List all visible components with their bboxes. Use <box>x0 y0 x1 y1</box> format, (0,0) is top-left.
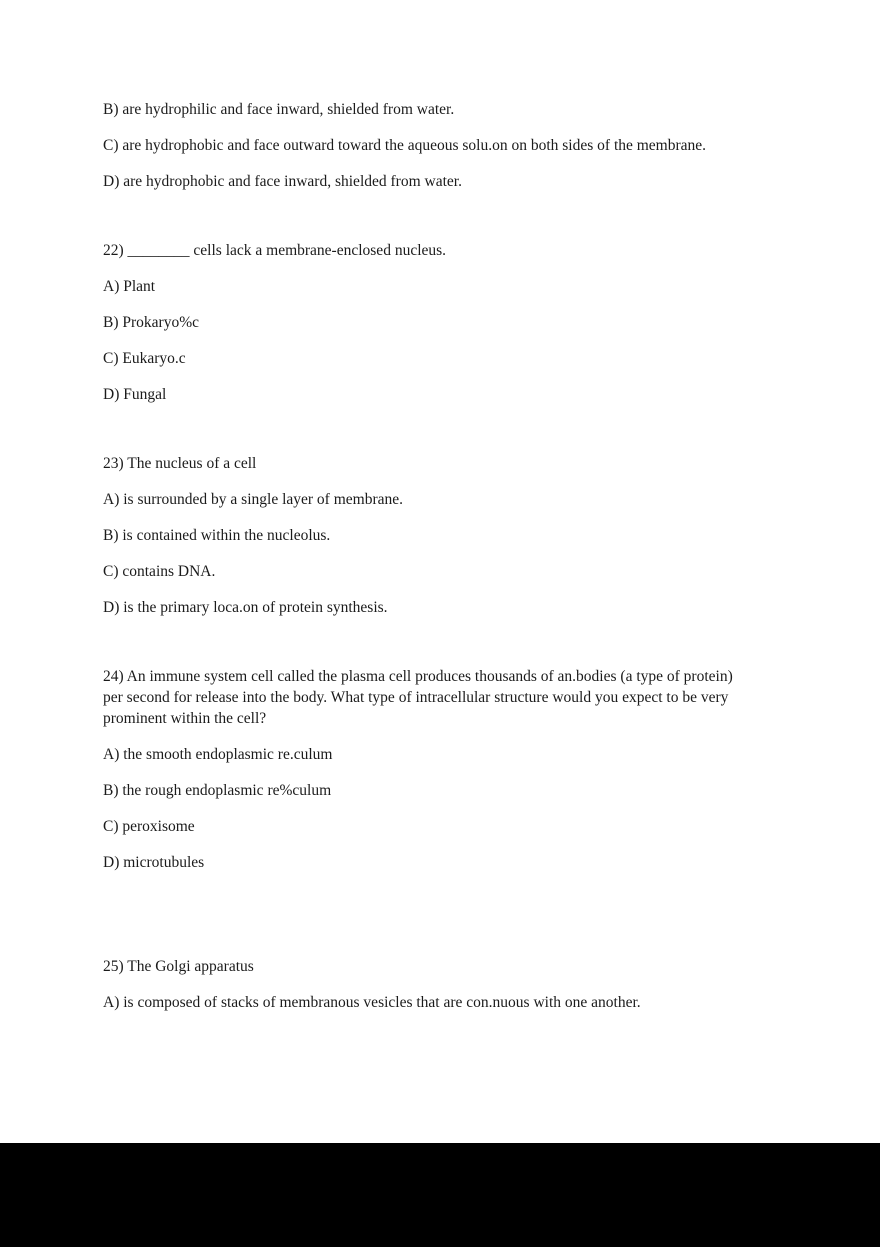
question-22 <box>103 207 880 405</box>
question-25-option-a: A) is composed of stacks of membranous vesicles that are con.nuous with one another. <box>103 994 641 1011</box>
question-24-option-c: C) peroxisome <box>103 818 195 835</box>
question-22-option-b: B) Prokaryo%c <box>103 314 199 331</box>
question-23 <box>103 420 880 618</box>
question-23-option-a: A) is surrounded by a single layer of membrane. <box>103 491 404 508</box>
question-25 <box>103 888 880 1013</box>
question-24-option-b: B) the rough endoplasmic re%culum <box>103 782 332 799</box>
question-21-option-b: B) are hydrophilic and face inward, shielded from water. <box>103 101 455 118</box>
question-24-option-d: D) microtubules <box>103 854 205 871</box>
bottom-black-bar <box>0 1143 880 1247</box>
question-22-option-c: C) Eukaryo.c <box>103 350 186 367</box>
question-21-option-c: C) are hydrophobic and face outward toward the aqueous solu.on on both sides of the membrane. <box>103 137 707 154</box>
question-24 <box>103 633 880 873</box>
question-24-stem-line-1: 24) An immune system cell called the plasma cell produces thousands of an.bodies (a type of protein) <box>103 668 733 685</box>
question-21-remaining-options <box>103 99 880 192</box>
question-23-option-d: D) is the primary loca.on of protein synthesis. <box>103 599 388 616</box>
question-22-option-d: D) Fungal <box>103 386 167 403</box>
question-25-stem: 25) The Golgi apparatus <box>103 958 254 975</box>
question-24-stem-line-2: per second for release into the body. What type of intracellular structure would you expect to be very <box>103 689 729 706</box>
question-22-stem: 22) ________ cells lack a membrane-enclosed nucleus. <box>103 242 447 259</box>
question-23-option-b: B) is contained within the nucleolus. <box>103 527 331 544</box>
question-24-stem-line-3: prominent within the cell? <box>103 710 267 727</box>
question-24-stem <box>103 666 880 729</box>
question-22-option-a: A) Plant <box>103 278 156 295</box>
question-23-option-c: C) contains DNA. <box>103 563 216 580</box>
question-23-stem: 23) The nucleus of a cell <box>103 455 257 472</box>
question-24-option-a: A) the smooth endoplasmic re.culum <box>103 746 333 763</box>
question-21-option-d: D) are hydrophobic and face inward, shielded from water. <box>103 173 462 190</box>
